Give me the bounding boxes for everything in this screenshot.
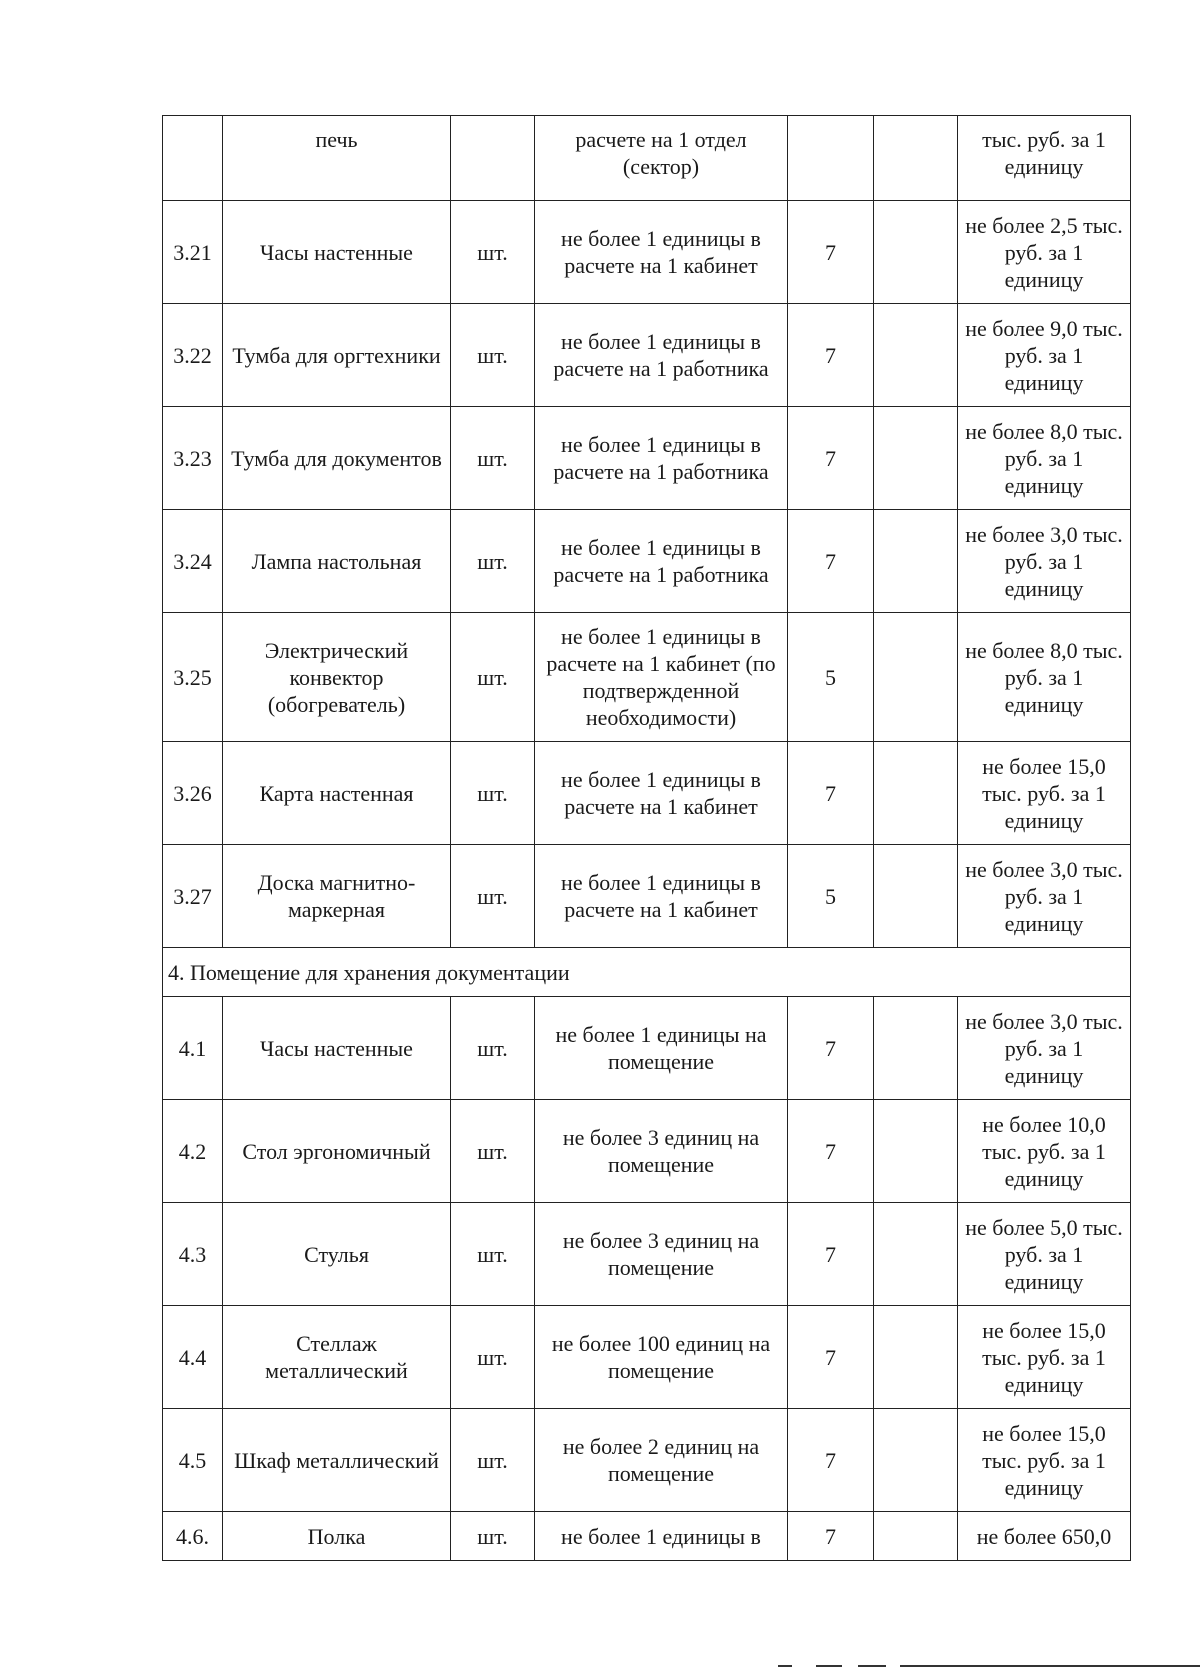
cell-extra — [874, 742, 958, 845]
cell-num: 4.5 — [163, 1409, 223, 1512]
table-row — [163, 997, 1131, 1100]
cell-num: 4.2 — [163, 1100, 223, 1203]
table-row — [163, 742, 1131, 845]
cell-unit: шт. — [451, 742, 535, 845]
cell-extra — [874, 1512, 958, 1561]
cell-num — [163, 116, 223, 201]
cell-num: 3.21 — [163, 201, 223, 304]
cell-years: 5 — [788, 613, 874, 742]
cell-extra — [874, 1100, 958, 1203]
norms-table — [162, 115, 1131, 1561]
cell-price: не более 2,5 тыс. руб. за 1 единицу — [958, 201, 1131, 304]
cell-name: Шкаф металлический — [223, 1409, 451, 1512]
table-row — [163, 304, 1131, 407]
cell-name: Стеллаж металлический — [223, 1306, 451, 1409]
cell-norm: не более 1 единицы в расчете на 1 кабинет — [535, 845, 788, 948]
footer-dash — [858, 1665, 886, 1667]
cell-extra — [874, 116, 958, 201]
cell-norm: не более 1 единицы в расчете на 1 работника — [535, 407, 788, 510]
cell-unit: шт. — [451, 613, 535, 742]
cell-extra — [874, 201, 958, 304]
cell-num: 4.1 — [163, 997, 223, 1100]
cell-num: 3.27 — [163, 845, 223, 948]
cell-num: 3.24 — [163, 510, 223, 613]
cell-num: 3.26 — [163, 742, 223, 845]
cell-norm: не более 1 единицы на помещение — [535, 997, 788, 1100]
cell-price: тыс. руб. за 1 единицу — [958, 116, 1131, 201]
cell-extra — [874, 407, 958, 510]
cell-name: Электрический конвектор (обогреватель) — [223, 613, 451, 742]
cell-norm: не более 1 единицы в расчете на 1 работника — [535, 510, 788, 613]
cell-price: не более 9,0 тыс. руб. за 1 единицу — [958, 304, 1131, 407]
cell-name: Часы настенные — [223, 201, 451, 304]
cell-unit: шт. — [451, 997, 535, 1100]
cell-unit: шт. — [451, 1306, 535, 1409]
cell-years: 7 — [788, 201, 874, 304]
table-row — [163, 1203, 1131, 1306]
cell-price: не более 8,0 тыс. руб. за 1 единицу — [958, 407, 1131, 510]
cell-price: не более 650,0 — [958, 1512, 1131, 1561]
cell-extra — [874, 510, 958, 613]
cell-norm: расчете на 1 отдел (сектор) — [535, 116, 788, 201]
cell-extra — [874, 1409, 958, 1512]
cell-price: не более 15,0 тыс. руб. за 1 единицу — [958, 1409, 1131, 1512]
cell-years: 7 — [788, 997, 874, 1100]
cell-price: не более 15,0 тыс. руб. за 1 единицу — [958, 742, 1131, 845]
table-row — [163, 116, 1131, 201]
cell-extra — [874, 845, 958, 948]
cell-norm: не более 1 единицы в расчете на 1 работника — [535, 304, 788, 407]
table-row — [163, 613, 1131, 742]
cell-unit: шт. — [451, 1100, 535, 1203]
cell-extra — [874, 1306, 958, 1409]
cell-extra — [874, 997, 958, 1100]
cell-norm: не более 1 единицы в расчете на 1 кабинет — [535, 742, 788, 845]
cell-name: печь — [223, 116, 451, 201]
cell-num: 4.4 — [163, 1306, 223, 1409]
cell-norm: не более 100 единиц на помещение — [535, 1306, 788, 1409]
cell-price: не более 3,0 тыс. руб. за 1 единицу — [958, 510, 1131, 613]
cell-norm: не более 1 единицы в — [535, 1512, 788, 1561]
cell-extra — [874, 1203, 958, 1306]
table-row — [163, 201, 1131, 304]
cell-years: 7 — [788, 407, 874, 510]
section-heading: 4. Помещение для хранения документации — [163, 948, 1131, 997]
cell-years: 7 — [788, 742, 874, 845]
cell-unit: шт. — [451, 845, 535, 948]
cell-norm: не более 2 единиц на помещение — [535, 1409, 788, 1512]
cell-norm: не более 1 единицы в расчете на 1 кабинет — [535, 201, 788, 304]
cell-num: 4.3 — [163, 1203, 223, 1306]
table-row — [163, 407, 1131, 510]
cell-price: не более 3,0 тыс. руб. за 1 единицу — [958, 845, 1131, 948]
cell-years: 7 — [788, 304, 874, 407]
footer-rule — [900, 1665, 1200, 1667]
cell-norm: не более 1 единицы в расчете на 1 кабинет (по подтвержденной необходимости) — [535, 613, 788, 742]
cell-unit — [451, 116, 535, 201]
cell-price: не более 10,0 тыс. руб. за 1 единицу — [958, 1100, 1131, 1203]
cell-name: Тумба для документов — [223, 407, 451, 510]
cell-name: Лампа настольная — [223, 510, 451, 613]
cell-extra — [874, 613, 958, 742]
cell-norm: не более 3 единиц на помещение — [535, 1100, 788, 1203]
cell-years: 7 — [788, 1100, 874, 1203]
cell-years: 7 — [788, 1203, 874, 1306]
cell-num: 4.6. — [163, 1512, 223, 1561]
cell-years — [788, 116, 874, 201]
cell-norm: не более 3 единиц на помещение — [535, 1203, 788, 1306]
cell-num: 3.23 — [163, 407, 223, 510]
cell-price: не более 5,0 тыс. руб. за 1 единицу — [958, 1203, 1131, 1306]
table-row — [163, 1306, 1131, 1409]
cell-num: 3.25 — [163, 613, 223, 742]
cell-price: не более 15,0 тыс. руб. за 1 единицу — [958, 1306, 1131, 1409]
table-row — [163, 1100, 1131, 1203]
cell-years: 5 — [788, 845, 874, 948]
table-row — [163, 1512, 1131, 1561]
table-row — [163, 1409, 1131, 1512]
cell-name: Полка — [223, 1512, 451, 1561]
cell-unit: шт. — [451, 304, 535, 407]
cell-extra — [874, 304, 958, 407]
cell-unit: шт. — [451, 1409, 535, 1512]
cell-unit: шт. — [451, 201, 535, 304]
cell-name: Стол эргономичный — [223, 1100, 451, 1203]
footer-dash — [816, 1665, 842, 1667]
cell-name: Часы настенные — [223, 997, 451, 1100]
table-row — [163, 845, 1131, 948]
cell-name: Доска магнитно-маркерная — [223, 845, 451, 948]
cell-years: 7 — [788, 1306, 874, 1409]
cell-price: не более 8,0 тыс. руб. за 1 единицу — [958, 613, 1131, 742]
cell-years: 7 — [788, 1512, 874, 1561]
section-row — [163, 948, 1131, 997]
cell-unit: шт. — [451, 407, 535, 510]
cell-price: не более 3,0 тыс. руб. за 1 единицу — [958, 997, 1131, 1100]
cell-name: Карта настенная — [223, 742, 451, 845]
cell-years: 7 — [788, 1409, 874, 1512]
cell-name: Стулья — [223, 1203, 451, 1306]
cell-unit: шт. — [451, 510, 535, 613]
cell-num: 3.22 — [163, 304, 223, 407]
cell-name: Тумба для оргтехники — [223, 304, 451, 407]
footer-dash — [778, 1665, 792, 1667]
cell-years: 7 — [788, 510, 874, 613]
cell-unit: шт. — [451, 1203, 535, 1306]
cell-unit: шт. — [451, 1512, 535, 1561]
table-row — [163, 510, 1131, 613]
